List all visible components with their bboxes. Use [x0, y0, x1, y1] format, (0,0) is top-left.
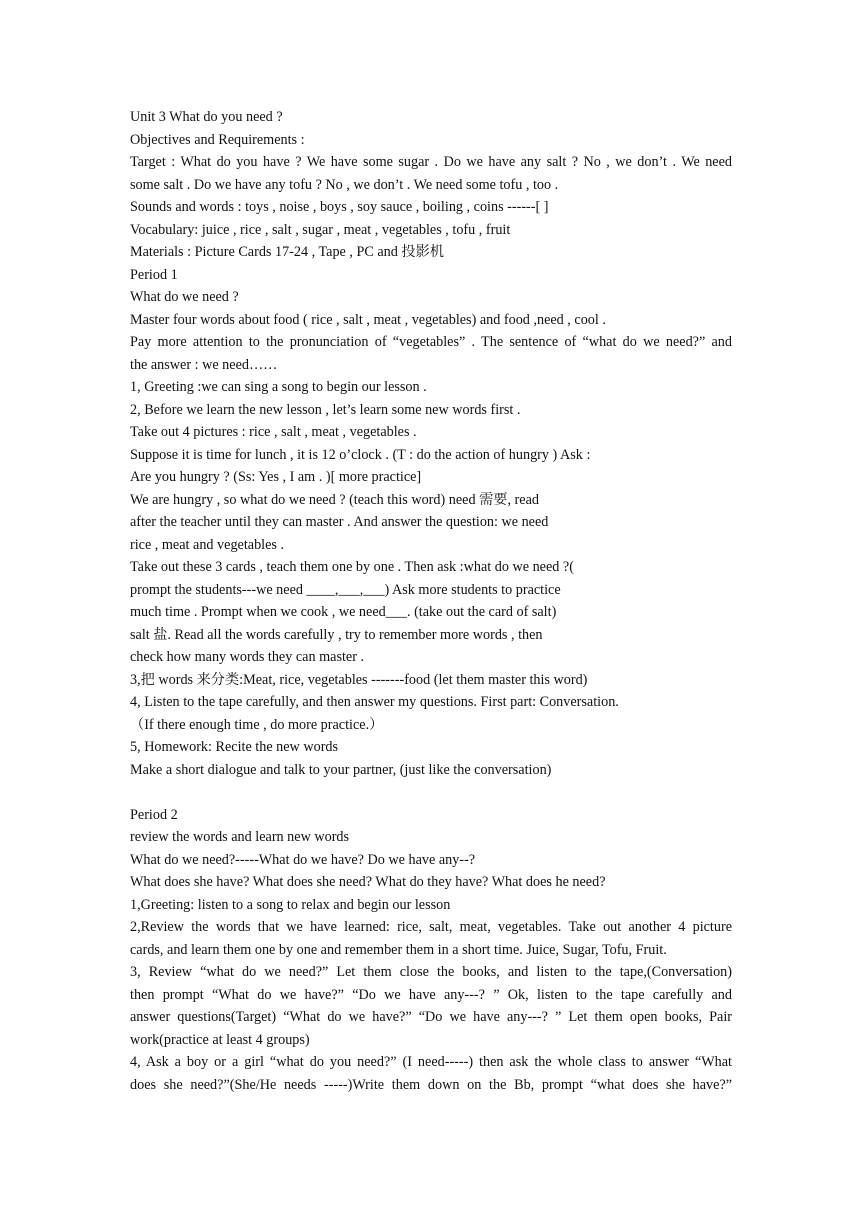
text-line: some salt . Do we have any tofu ? No , we don’t . We need some tofu , too . — [130, 176, 559, 193]
text-line: prompt the students---we need ____,___,___) Ask more students to practice — [130, 581, 561, 598]
text-line: Take out 4 pictures : rice , salt , meat , vegetables . — [130, 424, 417, 440]
text-line: 3,把 words 来分类:Meat, rice, vegetables -------food (let them master this word) — [130, 671, 588, 688]
text-line: answer questions(Target) “What do we have?” “Do we have any---? ” Let them open books, Pair — [130, 1009, 732, 1025]
text-line: 2, Before we learn the new lesson , let’s learn some new words first . — [130, 401, 521, 418]
text-line: the answer : we need…… — [130, 356, 278, 373]
text-line: Are you hungry ? (Ss: Yes , I am . )[ more practice] — [130, 469, 422, 485]
text-line: 1, Greeting :we can sing a song to begin our lesson . — [130, 379, 427, 395]
text-line: 5, Homework: Recite the new words — [130, 739, 339, 755]
text-line: check how many words they can master . — [130, 649, 365, 665]
text-line: Pay more attention to the pronunciation of “vegetables” . The sentence of “what do we need?” and — [130, 334, 732, 350]
text-line: after the teacher until they can master . And answer the question: we need — [130, 514, 549, 530]
text-line: 3, Review “what do we need?” Let them close the books, and listen to the tape,(Conversation) — [130, 964, 732, 980]
blank-line — [130, 781, 732, 804]
text-line: We are hungry , so what do we need ? (teach this word) need 需要, read — [130, 491, 539, 508]
text-line: Take out these 3 cards , teach them one by one . Then ask :what do we need ?( — [130, 559, 574, 575]
text-line: then prompt “What do we have?” “Do we have any---? ” Ok, listen to the tape carefully and — [130, 986, 732, 1003]
text-line: 2,Review the words that we have learned: rice, salt, meat, vegetables. Take out another 4 picture — [130, 919, 732, 935]
text-line: （If there enough time , do more practice.） — [130, 716, 384, 733]
text-line: 4, Listen to the tape carefully, and then answer my questions. First part: Conversation. — [130, 694, 619, 710]
text-line: Sounds and words : toys , noise , boys , soy sauce , boiling , coins ------[ ] — [130, 199, 549, 215]
text-line: salt 盐. Read all the words carefully , try to remember more words , then — [130, 626, 543, 643]
text-line: Suppose it is time for lunch , it is 12 o’clock . (T : do the action of hungry ) Ask : — [130, 446, 591, 463]
text-line: rice , meat and vegetables . — [130, 536, 285, 553]
text-line: work(practice at least 4 groups) — [130, 1031, 310, 1048]
text-line: Master four words about food ( rice , salt , meat , vegetables) and food ,need , cool . — [130, 311, 606, 328]
text-line: Target : What do you have ? We have some sugar . Do we have any salt ? No , we don’t . We need — [130, 154, 732, 170]
document-page — [130, 106, 732, 1096]
text-line: Materials : Picture Cards 17-24 , Tape , PC and 投影机 — [130, 244, 444, 260]
text-line: much time . Prompt when we cook , we need___. (take out the card of salt) — [130, 604, 557, 620]
document-title: Unit 3 What do you need ? — [130, 109, 283, 125]
text-line: Period 1 — [130, 266, 178, 283]
text-line: review the words and learn new words — [130, 829, 350, 845]
text-line: Objectives and Requirements : — [130, 131, 305, 148]
text-line: What do we need?-----What do we have? Do we have any--? — [130, 851, 476, 868]
text-line: Make a short dialogue and talk to your partner, (just like the conversation) — [130, 761, 552, 778]
text-line: 4, Ask a boy or a girl “what do you need?” (I need-----) then ask the whole class to answer “What — [130, 1054, 732, 1070]
text-line: does she need?”(She/He needs -----)Write them down on the Bb, prompt “what does she have?” — [130, 1076, 732, 1093]
text-line: What does she have? What does she need? What do they have? What does he need? — [130, 874, 606, 890]
text-line: cards, and learn them one by one and remember them in a short time. Juice, Sugar, Tofu, Fruit. — [130, 941, 667, 958]
document-body — [130, 129, 732, 1097]
text-line: Vocabulary: juice , rice , salt , sugar , meat , vegetables , tofu , fruit — [130, 221, 511, 238]
text-line: 1,Greeting: listen to a song to relax and begin our lesson — [130, 896, 451, 913]
text-line: Period 2 — [130, 806, 178, 823]
text-line: What do we need ? — [130, 289, 239, 305]
